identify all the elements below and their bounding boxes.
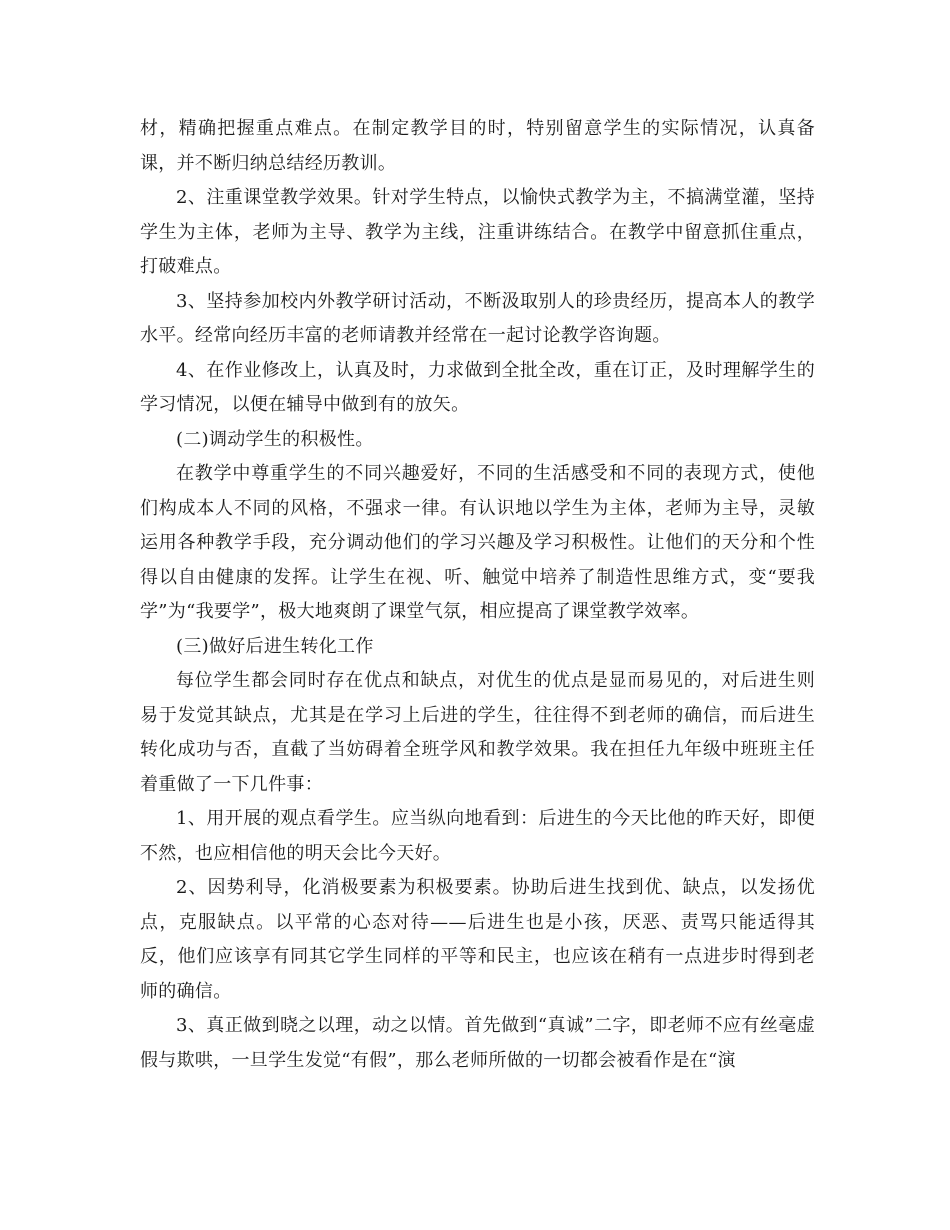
paragraph-item-3: 3、坚持参加校内外教学研讨活动，不断汲取别人的珍贵经历，提高本人的教学水平。经常向经历丰富的老师请教并经常在一起讨论教学咨询题。 <box>140 290 815 346</box>
paragraph-sub-item-2: 2、因势利导，化消极要素为积极要素。协助后进生找到优、缺点，以发扬优点，克服缺点。以平常的心态对待——后进生也是小孩，厌恶、责骂只能适得其反，他们应该享有同其它学生同样的平等和民主，也应该在稍有一点进步时得到老师的确信。 <box>140 877 815 1002</box>
section-heading-3: (三)做好后进生转化工作 <box>176 635 374 657</box>
paragraph-sub-item-3: 3、真正做到晓之以理，动之以情。首先做到“真诚”二字，即老师不应有丝毫虚假与欺哄，一旦学生发觉“有假”，那么老师所做的一切都会被看作是在“演 <box>140 1015 815 1071</box>
document-body <box>140 112 815 1078</box>
paragraph-sub-item-1: 1、用开展的观点看学生。应当纵向地看到：后进生的今天比他的昨天好，即便不然，也应相信他的明天会比今天好。 <box>140 808 815 864</box>
paragraph-section-3-intro: 每位学生都会同时存在优点和缺点，对优生的优点是显而易见的，对后进生则易于发觉其缺点，尤其是在学习上后进的学生，往往得不到老师的确信，而后进生转化成功与否，直截了当妨碍着全班学风和教学效果。我在担任九年级中班班主任着重做了一下几件事： <box>140 670 815 795</box>
paragraph-continuation: 材，精确把握重点难点。在制定教学目的时，特别留意学生的实际情况，认真备课，并不断归纳总结经历教训。 <box>140 118 815 174</box>
paragraph-item-2: 2、注重课堂教学效果。针对学生特点，以愉快式教学为主，不搞满堂灌，坚持学生为主体，老师为主导、教学为主线，注重讲练结合。在教学中留意抓住重点，打破难点。 <box>140 187 815 277</box>
paragraph-section-2-body: 在教学中尊重学生的不同兴趣爱好，不同的生活感受和不同的表现方式，使他们构成本人不同的风格，不强求一律。有认识地以学生为主体，老师为主导，灵敏运用各种教学手段，充分调动他们的学习兴趣及学习积极性。让他们的天分和个性得以自由健康的发挥。让学生在视、听、触觉中培养了制造性思维方式，变“要我学”为“我要学”，极大地爽朗了课堂气氛，相应提高了课堂教学效率。 <box>140 463 815 622</box>
section-heading-2: (二)调动学生的积极性。 <box>176 428 374 450</box>
paragraph-item-4: 4、在作业修改上，认真及时，力求做到全批全改，重在订正，及时理解学生的学习情况，以便在辅导中做到有的放矢。 <box>140 359 815 415</box>
